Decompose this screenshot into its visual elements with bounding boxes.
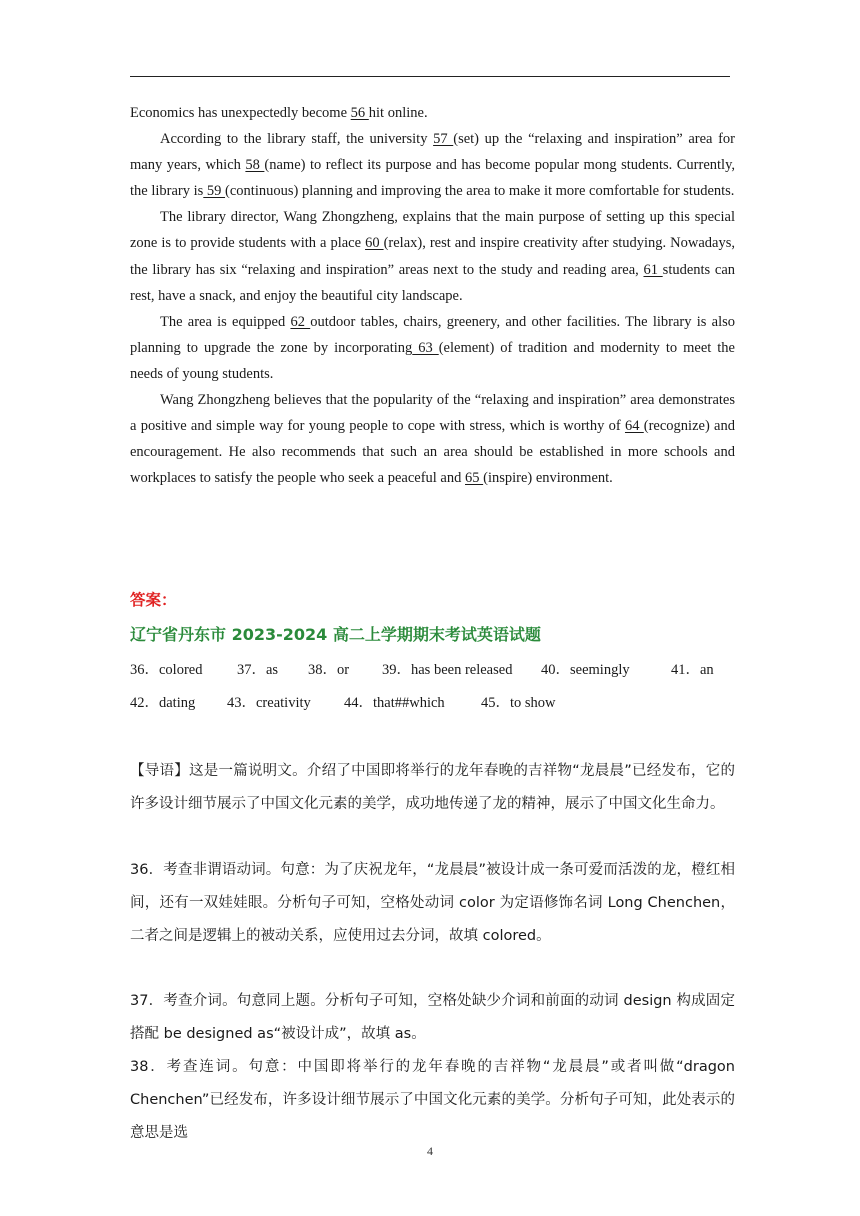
passage-paragraph	[130, 387, 735, 491]
answer-36: 36．colored	[130, 662, 203, 678]
text: outdoor tables, chairs, greenery, and other facilities. The library is also planning to upgrade the zone by incorporating	[130, 313, 736, 356]
blank-64: 64	[624, 418, 644, 435]
blank-63: 63	[412, 339, 439, 356]
blank-59: 59	[203, 183, 226, 200]
answer-label: 答案：	[130, 591, 177, 609]
blank-60: 60	[365, 235, 384, 252]
blank-58: 58	[245, 157, 265, 174]
blank-57: 57	[433, 131, 454, 148]
text: (recognize) and encouragement. He also recommends that such an area should be established in more schools and workplaces to satisfy the people who seek a peaceful and	[130, 418, 735, 487]
answer-39: 39．has been released	[382, 662, 513, 678]
text: According to the library staff, the university	[160, 131, 434, 148]
text: (name) to reflect its purpose and has become popular mong students. Currently, the library is	[130, 157, 736, 200]
page-number: 4	[427, 1144, 433, 1158]
text: hit online.	[368, 105, 428, 121]
explanation-37: 37．考查介词。句意同上题。分析句子可知，空格处缺少介词和前面的动词 design 构成固定搭配 be designed as“被设计成”，故填 as。	[130, 993, 735, 1042]
text: (continuous) planning and improving the area to make it more comfortable for students.	[225, 183, 735, 200]
answer-source-title: 辽宁省丹东市 2023-2024 高二上学期期末考试英语试题	[130, 625, 541, 644]
text: Wang Zhongzheng believes that the popularity of the “relaxing and inspiration” area demonstrates a positive and simple way for young people to cope with stress, which is worthy of	[130, 392, 735, 435]
text: (element) of tradition and modernity to meet the needs of young students.	[130, 339, 735, 382]
blank-56: 56	[350, 105, 369, 121]
passage	[130, 100, 735, 491]
header-rule	[130, 76, 730, 77]
blank-65: 65	[465, 470, 484, 487]
passage-paragraph	[130, 100, 735, 126]
text: students can rest, have a snack, and enjoy the beautiful city landscape.	[130, 261, 736, 304]
text: The library director, Wang Zhongzheng, explains that the main purpose of setting up this special zone is to provide students with a place	[130, 209, 735, 252]
blank-61: 61	[643, 261, 663, 278]
passage-paragraph	[130, 309, 735, 387]
text: Economics has unexpectedly become	[130, 105, 351, 121]
explanation-38: 38．考查连词。句意：中国即将举行的龙年春晚的吉祥物“龙晨晨”或者叫做“dragon Chenchen”已经发布，许多设计细节展示了中国文化元素的美学。分析句子可知，此处表示的意思是选	[130, 1059, 735, 1141]
answer-37: 37．as	[237, 662, 279, 678]
blank-62: 62	[290, 313, 311, 330]
answer-41: 41．an	[671, 662, 714, 678]
answer-43: 43．creativity	[227, 695, 311, 711]
text: (inspire) environment.	[483, 470, 613, 487]
answer-40: 40．seemingly	[541, 662, 630, 678]
explanation-intro: 【导语】这是一篇说明文。介绍了中国即将举行的龙年春晚的吉祥物“龙晨晨”已经发布，它的许多设计细节展示了中国文化元素的美学，成功地传递了龙的精神，展示了中国文化生命力。	[130, 763, 735, 812]
passage-paragraph	[130, 126, 735, 204]
text: The area is equipped	[160, 313, 291, 330]
answer-44: 44．that##which	[344, 695, 445, 711]
text: (set) up the “relaxing and inspiration” area for many years, which	[130, 131, 736, 174]
answer-38: 38．or	[308, 662, 350, 678]
answer-45: 45．to show	[481, 695, 556, 711]
passage-paragraph	[130, 204, 735, 308]
text: (relax), rest and inspire creativity after studying. Nowadays, the library has six “relaxing and inspiration” areas next to the study and reading area,	[130, 235, 735, 278]
answer-42: 42．dating	[130, 695, 196, 711]
explanation-36: 36．考查非谓语动词。句意：为了庆祝龙年，“龙晨晨”被设计成一条可爱而活泼的龙，橙红相间，还有一双娃娃眼。分析句子可知，空格处动词 color 为定语修饰名词 Long Chenchen，二者之间是逻辑上的被动关系，应使用过去分词，故填 colored。	[130, 862, 735, 944]
